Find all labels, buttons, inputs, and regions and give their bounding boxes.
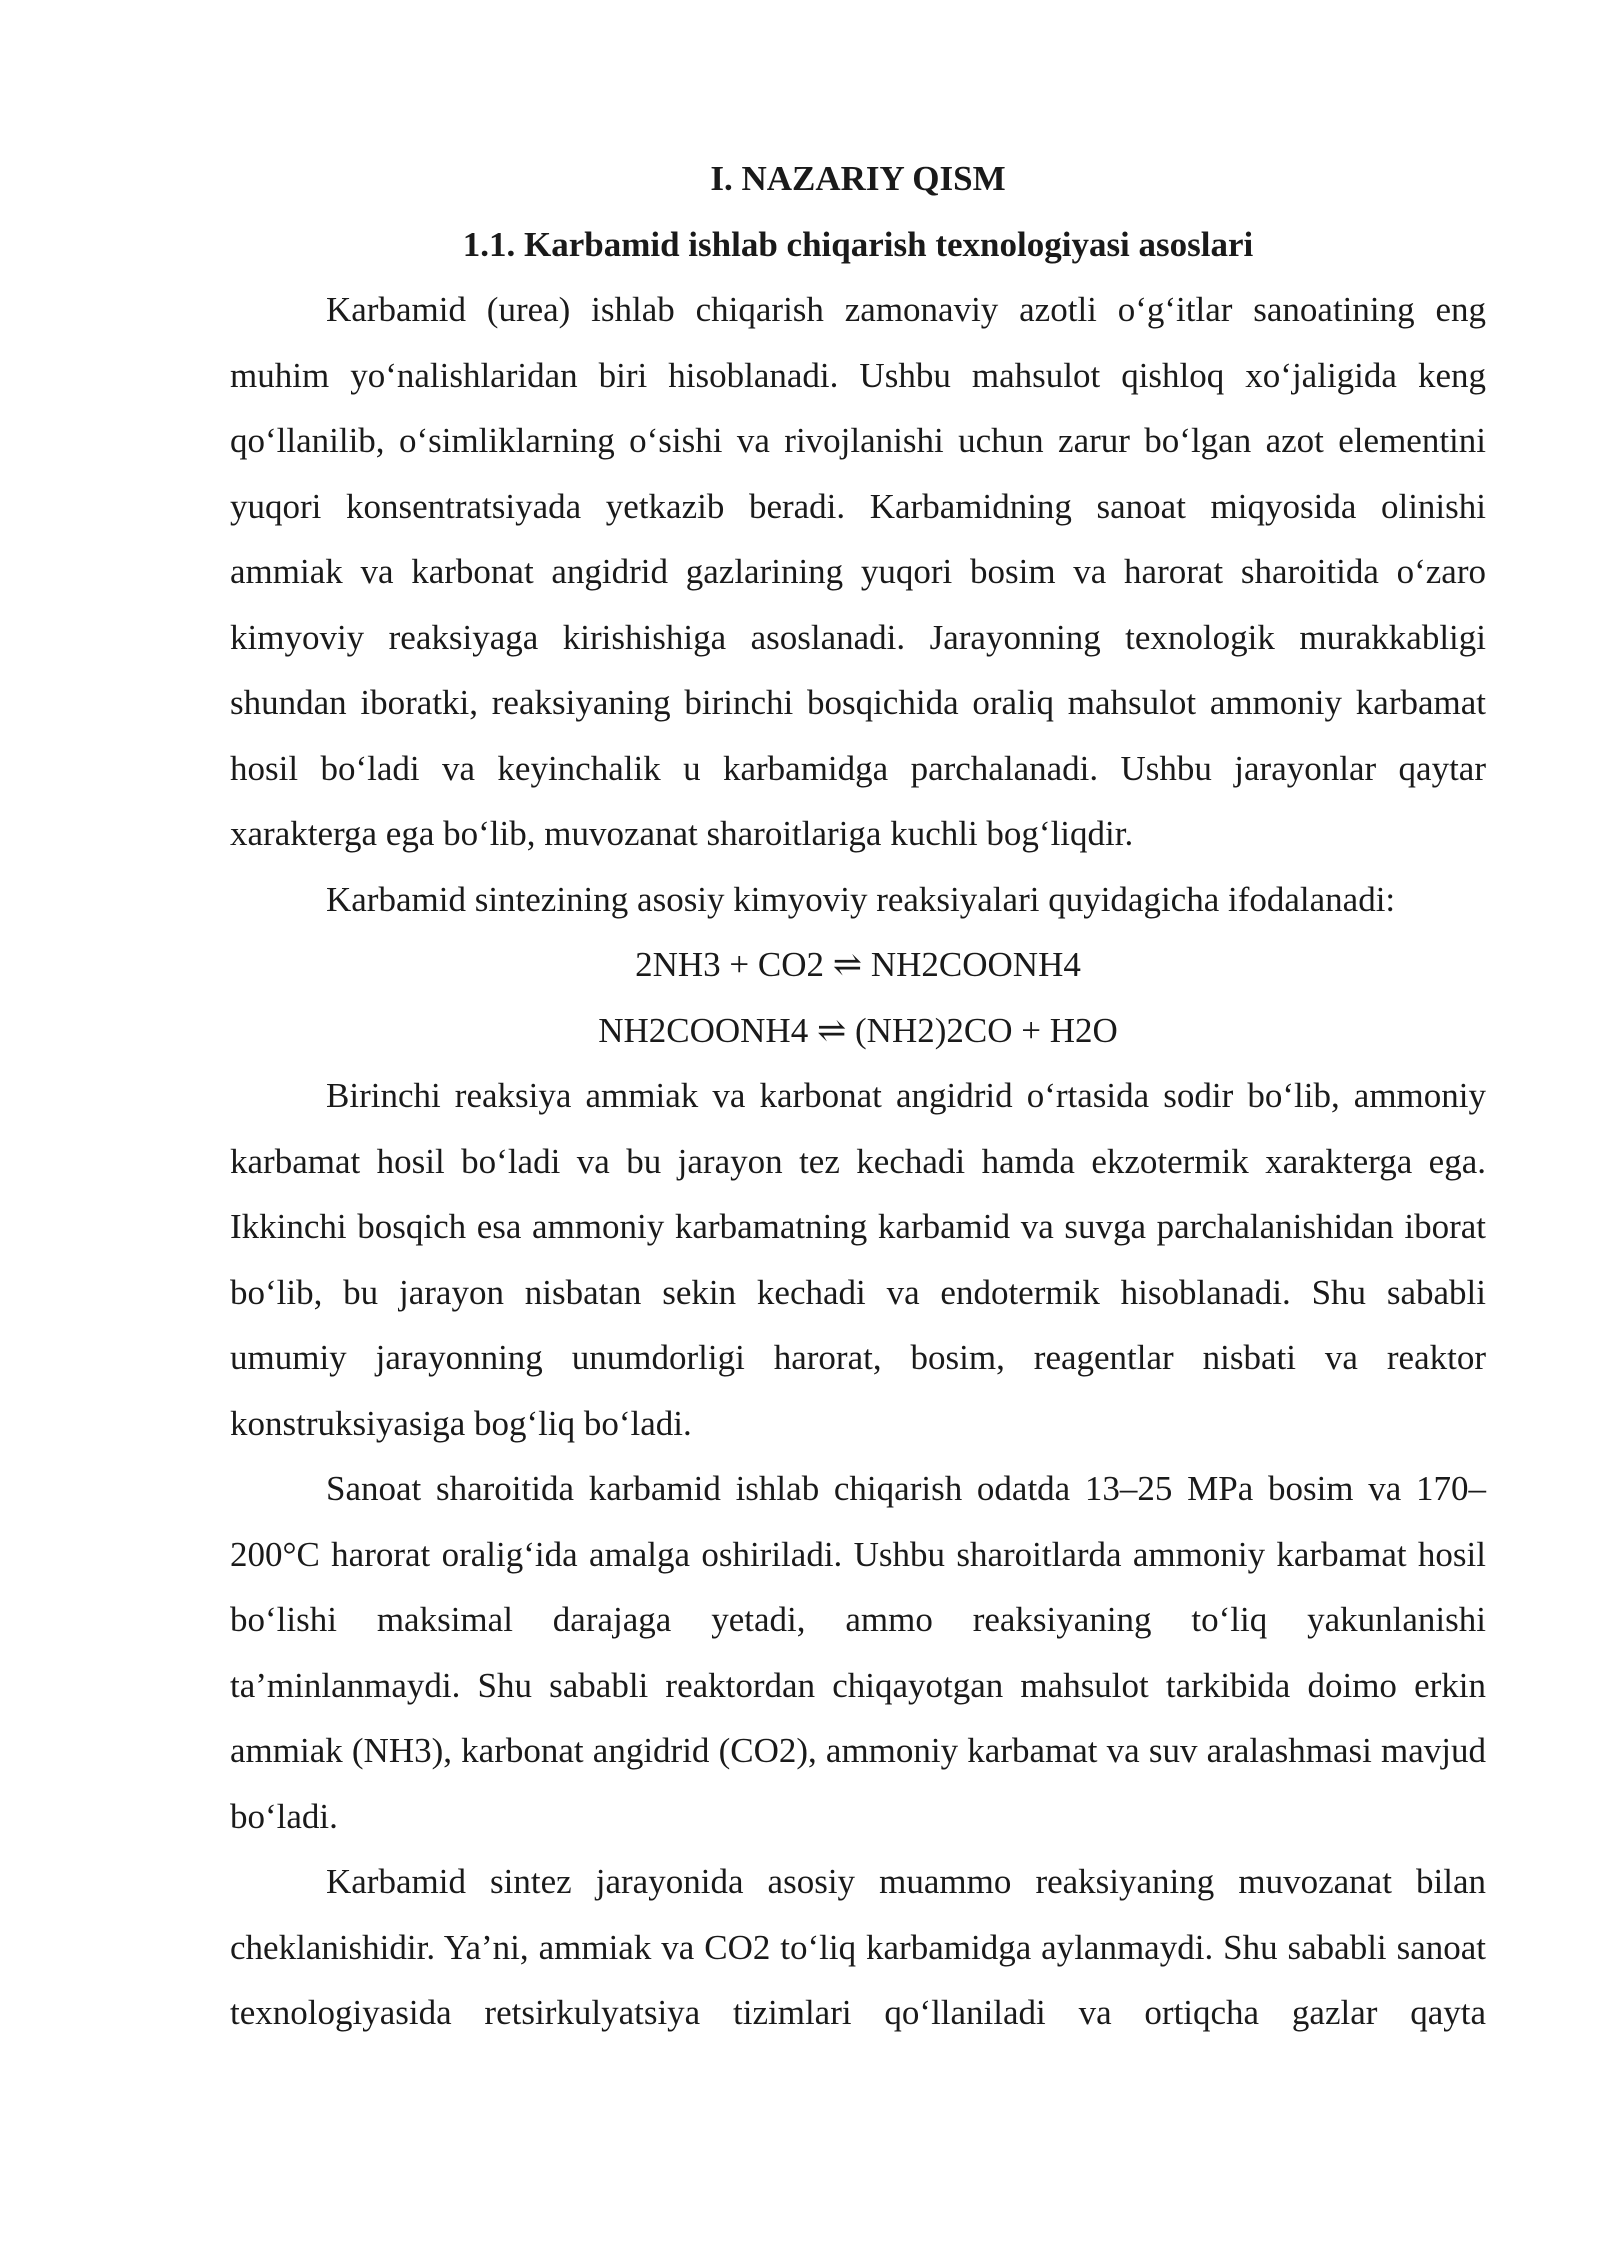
part-title: I. NAZARIY QISM: [710, 159, 1006, 198]
paragraph-industrial-conditions: Sanoat sharoitida karbamid ishlab chiqarish odatda 13–25 MPa bosim va 170–200°C harorat oralig‘ida amalga oshiriladi. Ushbu sharoitlarda ammoniy karbamat hosil bo‘lishi maksimal darajaga yetadi, ammo reaksiyaning to‘liq yakunlanishi ta’minlanmaydi. Shu sababli reaktordan chiqayotgan mahsulot tarkibida doimo erkin ammiak (NH3), karbonat angidrid (CO2), ammoniy karbamat va suv aralashmasi mavjud bo‘ladi.: [230, 1469, 1486, 1836]
paragraph-equilibrium-problem: Karbamid sintez jarayonida asosiy muammo reaksiyaning muvozanat bilan cheklanishidir. Ya’ni, ammiak va CO2 to‘liq karbamidga aylanmaydi. Shu sababli sanoat texnologiyasida retsirkulyatsiya tizimlari qo‘llaniladi va ortiqcha gazlar qayta: [230, 1862, 1486, 2032]
formula-carbamate-formation: 2NH3 + CO2 ⇌ NH2COONH4: [635, 945, 1081, 984]
paragraph-reaction-stages: Birinchi reaksiya ammiak va karbonat angidrid o‘rtasida sodir bo‘lib, ammoniy karbamat hosil bo‘ladi va bu jarayon tez kechadi hamda ekzotermik xarakterga ega. Ikkinchi bosqich esa ammoniy karbamatning karbamid va suvga parchalanishidan iborat bo‘lib, bu jarayon nisbatan sekin kechadi va endotermik hisoblanadi. Shu sababli umumiy jarayonning unumdorligi harorat, bosim, reagentlar nisbati va reaktor konstruksiyasiga bog‘liq bo‘ladi.: [230, 1076, 1486, 1443]
section-title: 1.1. Karbamid ishlab chiqarish texnologiyasi asoslari: [462, 224, 1254, 264]
formula-urea-formation: NH2COONH4 ⇌ (NH2)2CO + H2O: [598, 1010, 1118, 1050]
paragraph-reactions-lead: Karbamid sintezining asosiy kimyoviy reaksiyalari quyidagicha ifodalanadi:: [326, 879, 1396, 919]
paragraph-intro: Karbamid (urea) ishlab chiqarish zamonaviy azotli o‘g‘itlar sanoatining eng muhim yo‘nalishlaridan biri hisoblanadi. Ushbu mahsulot qishloq xo‘jaligida keng qo‘llanilib, o‘simliklarning o‘sishi va rivojlanishi uchun zarur bo‘lgan azot elementini yuqori konsentratsiyada yetkazib beradi. Karbamidning sanoat miqyosida olinishi ammiak va karbonat angidrid gazlarining yuqori bosim va harorat sharoitida o‘zaro kimyoviy reaksiyaga kirishishiga asoslanadi. Jarayonning texnologik murakkabligi shundan iboratki, reaksiyaning birinchi bosqichida oraliq mahsulot ammoniy karbamat hosil bo‘ladi va keyinchalik u karbamidga parchalanadi. Ushbu jarayonlar qaytar xarakterga ega bo‘lib, muvozanat sharoitlariga kuchli bog‘liqdir.: [230, 290, 1486, 853]
